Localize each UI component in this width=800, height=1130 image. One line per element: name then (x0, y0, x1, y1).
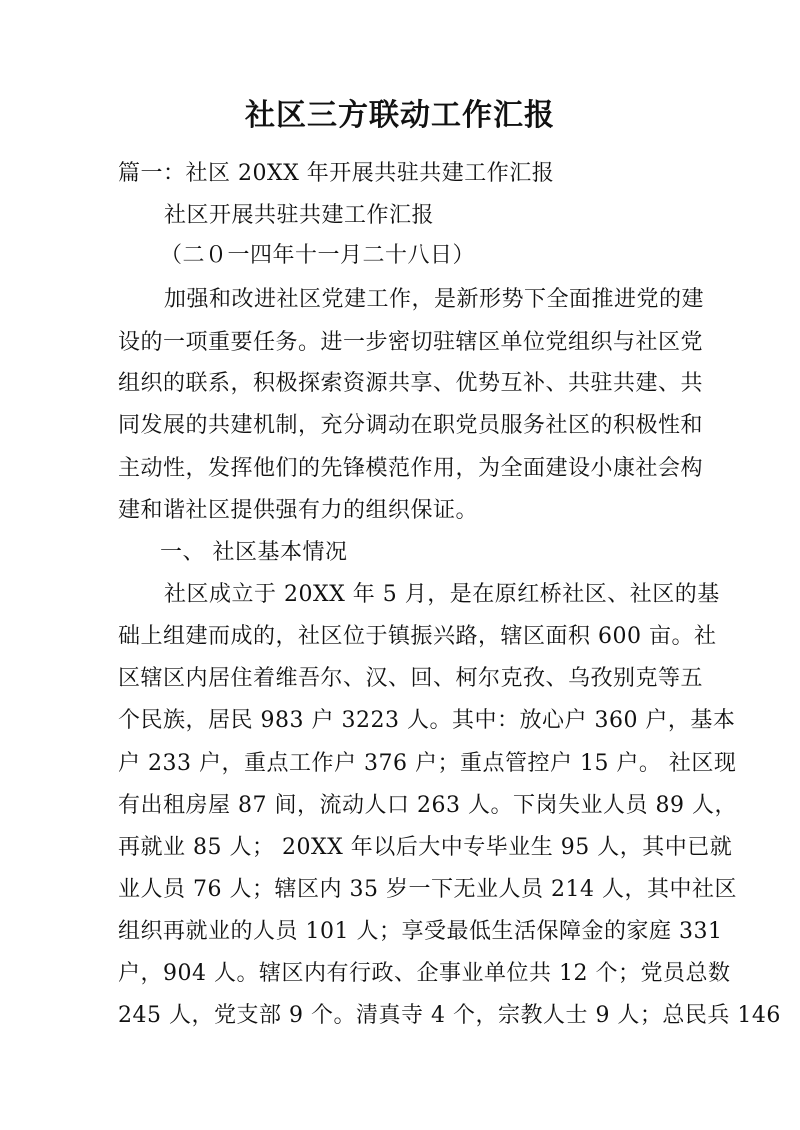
text-line: 245 人，党支部 9 个。清真寺 4 个，宗教人士 9 人；总民兵 146 (118, 1003, 781, 1028)
text-line: 设的一项重要任务。进一步密切驻辖区单位党组织与社区党 (118, 330, 704, 355)
text-line: 建和谐社区提供强有力的组织保证。 (118, 498, 479, 523)
text-line: 同发展的共建机制，充分调动在职党员服务社区的积极性和 (118, 413, 704, 438)
text-line: 个民族，居民 983 户 3223 人。其中：放心户 360 户，基本 (118, 708, 736, 733)
text-line: 组织再就业的人员 101 人；享受最低生活保障金的家庭 331 (118, 919, 723, 944)
text-line: 组织的联系，积极探索资源共享、优势互补、共驻共建、共 (118, 371, 704, 396)
text-line: 业人员 76 人；辖区内 35 岁一下无业人员 214 人，其中社区 (118, 877, 737, 902)
text-line: 社区成立于 20XX 年 5 月，是在原红桥社区、社区的基 (164, 582, 720, 607)
text-line: 有出租房屋 87 间，流动人口 263 人。下岗失业人员 89 人， (118, 793, 737, 818)
section-heading: 篇一：社区 20XX 年开展共驻共建工作汇报 (118, 161, 555, 186)
text-line: 户 233 户，重点工作户 376 户；重点管控户 15 户。 社区现 (118, 751, 737, 776)
text-line: 础上组建而成的，社区位于镇振兴路，辖区面积 600 亩。社 (118, 624, 717, 649)
text-line: 区辖区内居住着维吾尔、汉、回、柯尔克孜、乌孜别克等五 (118, 666, 704, 691)
report-date: （二０一四年十一月二十八日） (160, 243, 476, 268)
document-title: 社区三方联动工作汇报 (245, 98, 555, 133)
text-line: 主动性，发挥他们的先锋模范作用，为全面建设小康社会构 (118, 456, 704, 481)
text-line: 加强和改进社区党建工作，是新形势下全面推进党的建 (164, 287, 705, 312)
report-subtitle: 社区开展共驻共建工作汇报 (164, 203, 435, 228)
text-line: 户，904 人。辖区内有行政、企事业单位共 12 个；党员总数 (118, 961, 731, 986)
subsection-heading: 一、 社区基本情况 (160, 540, 348, 565)
text-line: 再就业 85 人； 20XX 年以后大中专毕业生 95 人，其中已就 (118, 835, 733, 860)
